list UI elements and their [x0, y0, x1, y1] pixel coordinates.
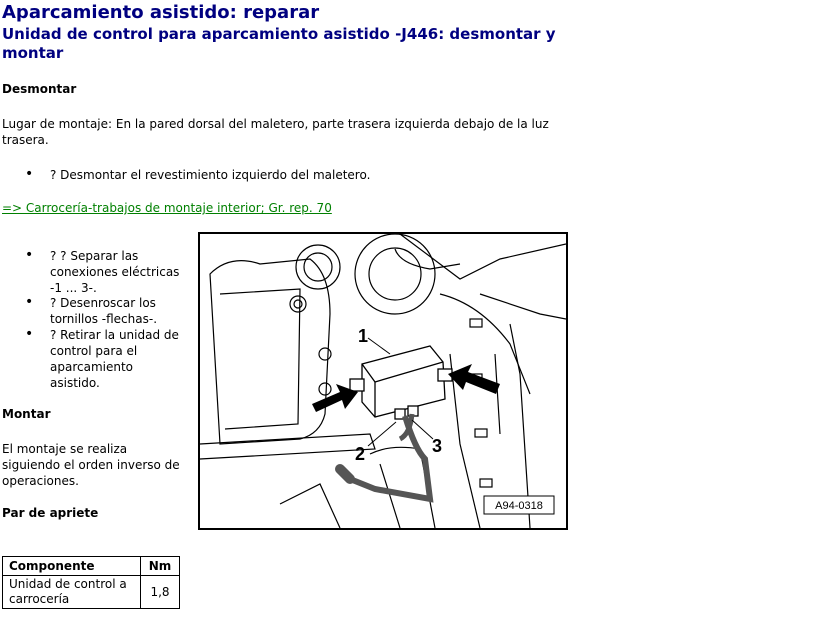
step-remove-trim: ? Desmontar el revestimiento izquierdo del maletero. — [50, 168, 371, 182]
figure-ref-label: A94-0318 — [495, 500, 543, 512]
table-row — [3, 576, 180, 609]
bullet-dot: • — [25, 247, 34, 263]
page-subtitle: Unidad de control para aparcamiento asistido -J446: desmontar y montar — [2, 25, 556, 62]
section-desmontar-heading: Desmontar — [2, 82, 77, 96]
section-montar-heading: Montar — [2, 407, 51, 421]
arrow-right-icon — [448, 364, 500, 394]
step-unscrew: ? Desenroscar los tornillos -flechas-. — [50, 296, 158, 326]
page-title: Aparcamiento asistido: reparar — [2, 2, 320, 23]
bullet-dot: • — [25, 166, 34, 182]
table-header-nm: Nm — [141, 557, 180, 576]
table-cell-component: Unidad de control a carrocería — [3, 576, 141, 609]
location-text: Lugar de montaje: En la pared dorsal del maletero, parte trasera izquierda debajo de la luz trasera. — [2, 117, 549, 147]
callout-3: 3 — [432, 436, 443, 456]
callout-2: 2 — [355, 444, 366, 464]
torque-table — [2, 556, 180, 609]
step-remove-unit: ? Retirar la unidad de control para el aparcamiento asistido. — [50, 328, 179, 390]
montar-text: El montaje se realiza siguiendo el orden inverso de operaciones. — [2, 442, 180, 488]
diagram-figure — [198, 232, 568, 530]
control-unit — [350, 346, 452, 419]
callout-1: 1 — [358, 326, 369, 346]
technical-drawing — [200, 234, 566, 528]
table-cell-value: 1,8 — [141, 576, 180, 609]
reference-link[interactable]: => Carrocería-trabajos de montaje interior; Gr. rep. 70 — [2, 201, 332, 215]
bullet-dot: • — [25, 326, 34, 342]
torque-heading: Par de apriete — [2, 506, 99, 520]
table-header-component: Componente — [3, 557, 141, 576]
bullet-dot: • — [25, 294, 34, 310]
step-disconnect: ? ? Separar las conexiones eléctricas -1 ... 3-. — [50, 249, 180, 295]
